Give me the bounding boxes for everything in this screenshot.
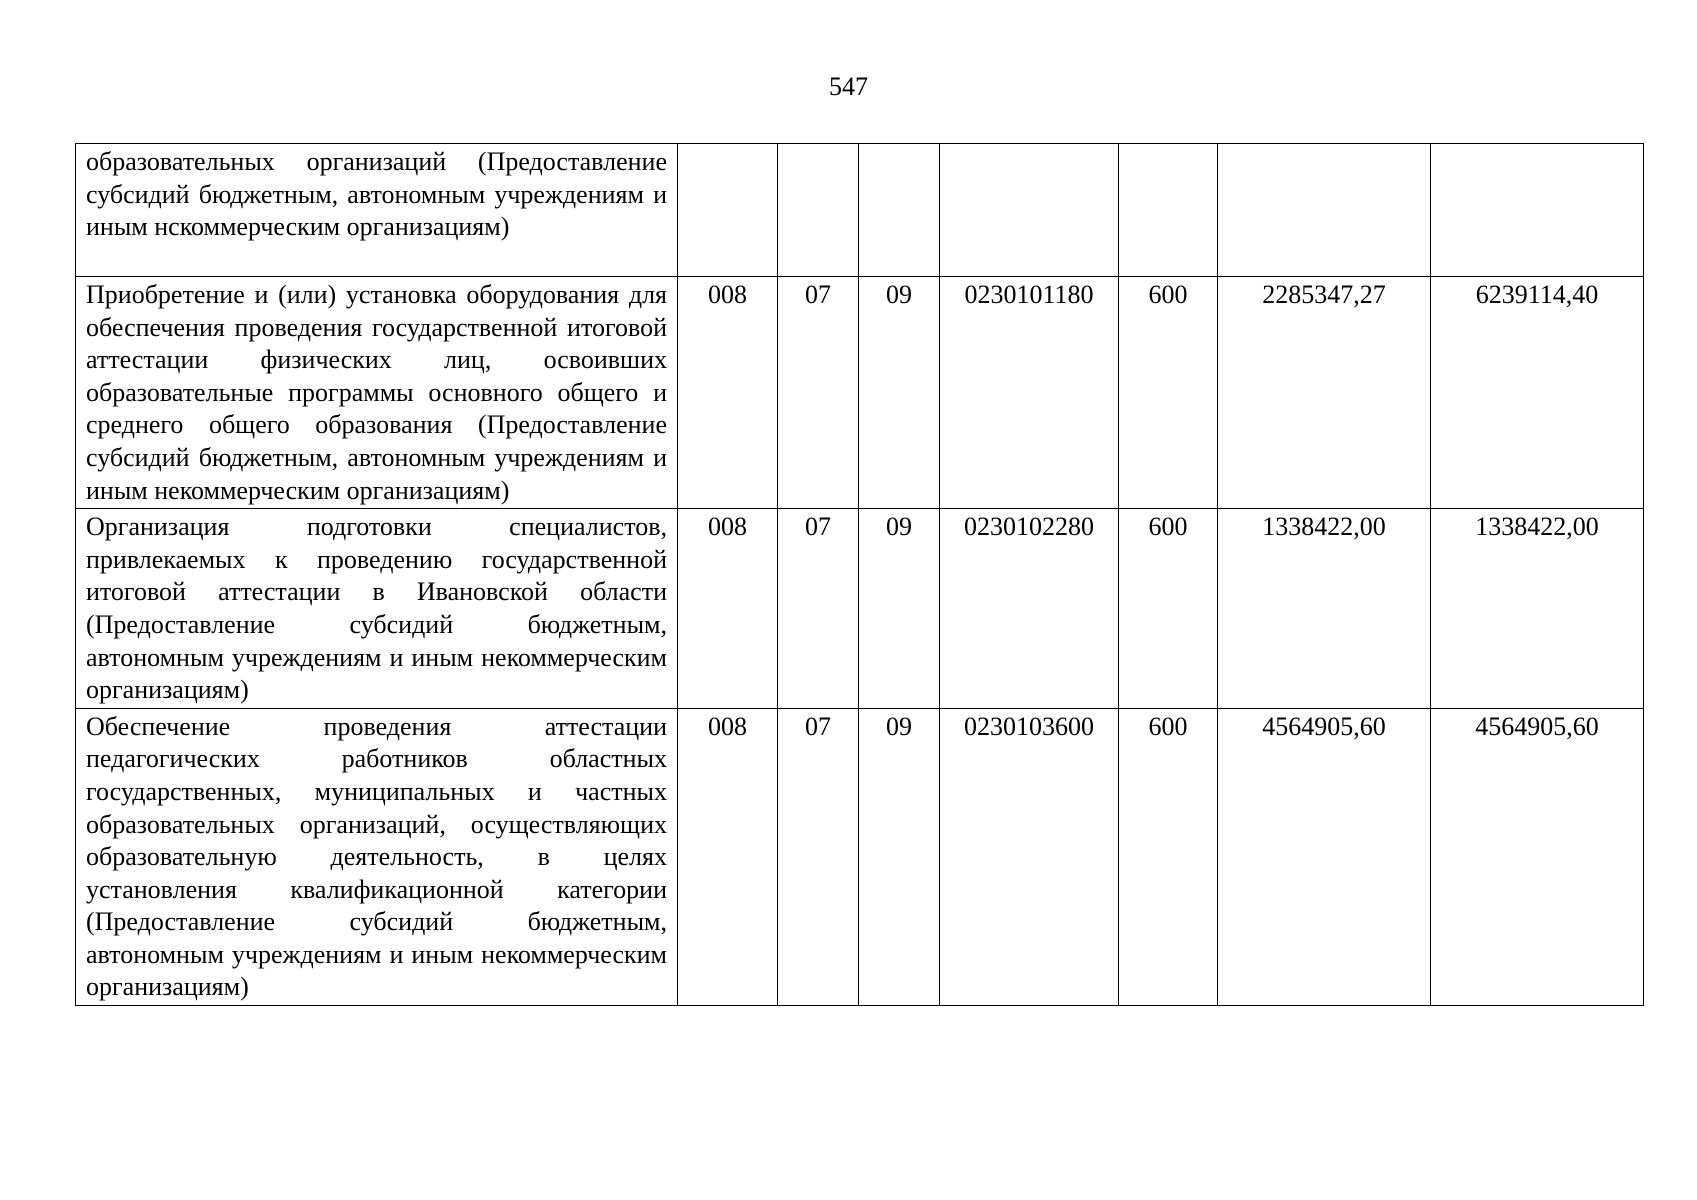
amount-year-2: 6239114,40	[1431, 277, 1644, 509]
amount-year-2: 1338422,00	[1431, 509, 1644, 709]
expense-type-code	[1119, 144, 1218, 277]
grbs-code: 008	[678, 509, 778, 709]
amount-year-2	[1431, 144, 1644, 277]
amount-year-1: 2285347,27	[1218, 277, 1431, 509]
amount-year-1	[1218, 144, 1431, 277]
expense-type-code: 600	[1119, 277, 1218, 509]
expense-type-code: 600	[1119, 708, 1218, 1005]
table-row	[76, 509, 1644, 709]
target-article-code: 0230103600	[940, 708, 1119, 1005]
expense-type-code: 600	[1119, 509, 1218, 709]
amount-year-1: 1338422,00	[1218, 509, 1431, 709]
amount-year-1: 4564905,60	[1218, 708, 1431, 1005]
subsection-code: 09	[859, 509, 940, 709]
row-description: Организация подготовки специалистов, привлекаемых к проведению государственной итоговой аттестации в Ивановской области (Предоставление субсидий бюджетным, автономным учреждениям и иным некоммерческим организациям)	[76, 509, 678, 709]
target-article-code: 0230101180	[940, 277, 1119, 509]
target-article-code: 0230102280	[940, 509, 1119, 709]
section-code: 07	[778, 509, 859, 709]
target-article-code	[940, 144, 1119, 277]
row-description: Приобретение и (или) установка оборудования для обеспечения проведения государственной итоговой аттестации физических лиц, освоивших образовательные программы основного общего и среднего общего образования (Предоставление субсидий бюджетным, автономным учреждениям и иным некоммерческим организациям)	[76, 277, 678, 509]
row-description: Обеспечение проведения аттестации педагогических работников областных государственных, муниципальных и частных образовательных организаций, осуществляющих образовательную деятельность, в целях установления квалификационной категории (Предоставление субсидий бюджетным, автономным учреждениям и иным некоммерческим организациям)	[76, 708, 678, 1005]
table-row	[76, 708, 1644, 1005]
section-code: 07	[778, 277, 859, 509]
grbs-code: 008	[678, 277, 778, 509]
subsection-code: 09	[859, 277, 940, 509]
table-row	[76, 277, 1644, 509]
row-description: образовательных организаций (Предоставление субсидий бюджетным, автономным учреждениям и иным нскоммерческим организациям)	[76, 144, 678, 277]
table-row	[76, 144, 1644, 277]
budget-table	[75, 143, 1644, 1006]
amount-year-2: 4564905,60	[1431, 708, 1644, 1005]
section-code	[778, 144, 859, 277]
page-number: 547	[829, 72, 868, 101]
section-code: 07	[778, 708, 859, 1005]
subsection-code	[859, 144, 940, 277]
grbs-code: 008	[678, 708, 778, 1005]
subsection-code: 09	[859, 708, 940, 1005]
grbs-code	[678, 144, 778, 277]
